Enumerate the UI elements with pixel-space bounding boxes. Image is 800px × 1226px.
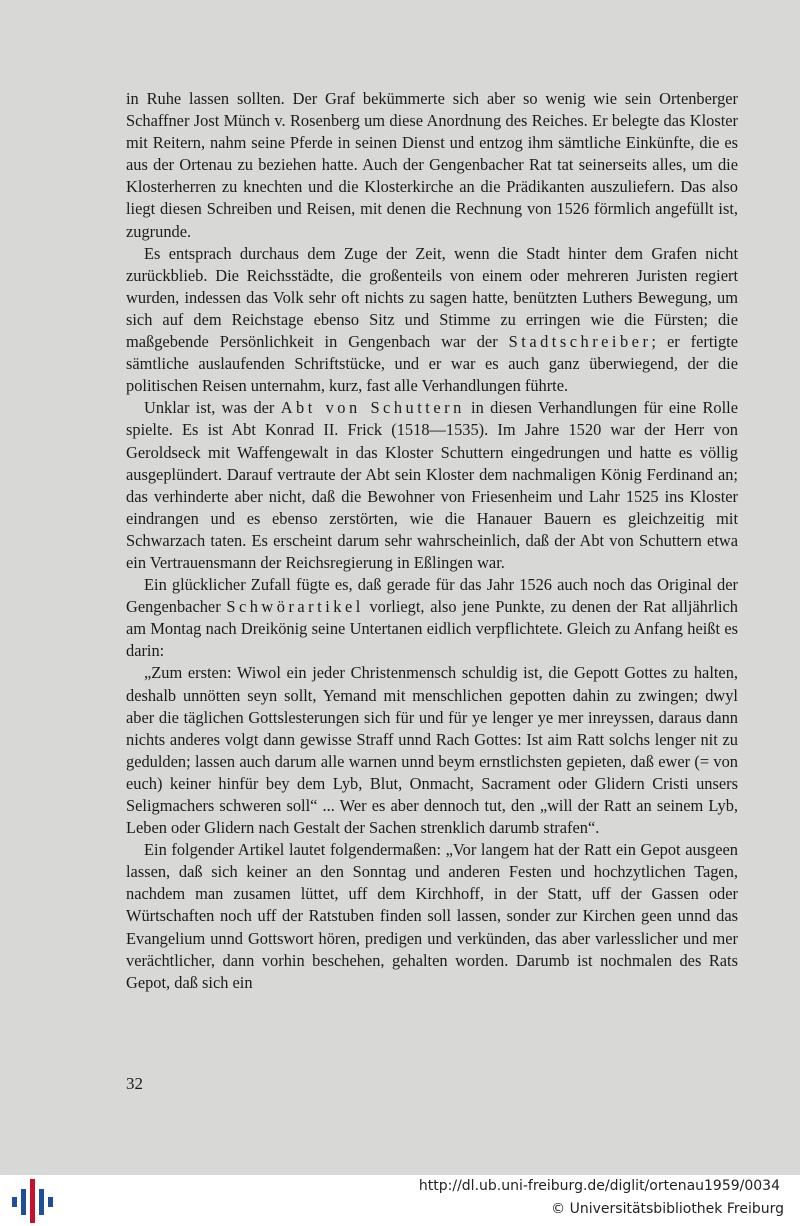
p3-text-b: in diesen Verhandlungen für eine Rolle spielte. Es ist Abt Konrad II. Frick (1518—1535). Im Jahre 1520 war der Herr von Geroldseck mit Waffengewalt in das Kloster Schuttern eingedrungen und hatte es völlig ausgeplündert. Darauf vertraute der Abt sein Kloster dem nachmaligen König Ferdinand an; das verhinderte aber nicht, daß die Bewohner von Friesenheim und Lahr 1525 ins Kloster eindrangen und es ebenso zerstörten, wie die Hanauer Bauern es gleichzeitig mit Schwarzach taten. Es erscheint darum sehr wahrscheinlich, daß der Abt von Schuttern etwa ein Vertrauensmann der Reichsregierung in Eßlingen war. [126, 398, 738, 572]
body-text [126, 88, 738, 994]
p4-emphasis: Schwörartikel [226, 597, 364, 617]
copyright-text: © Universitätsbibliothek Freiburg [551, 1201, 784, 1217]
footer-bar [0, 1175, 800, 1226]
logo-bar-3 [30, 1179, 35, 1223]
logo-bar-1 [12, 1197, 17, 1207]
logo-bar-2 [21, 1189, 26, 1215]
paragraph-intro: in Ruhe lassen sollten. Der Graf bekümmerte sich aber so wenig wie sein Ortenberger Schaffner Jost Münch v. Rosenberg um diese Anordnung des Reiches. Er belegte das Kloster mit Reitern, nahm seine Pferde in seinen Dienst und entzog ihm sämtliche Einkünfte, die es aus der Ortenau zu beziehen hatte. Auch der Gengenbacher Rat tat seinerseits alles, um die Klosterherren zu knechten und die Klosterkirche an die Prädikanten auszuliefern. Das also liegt diesen Schreiben und Reisen, mit denen die Rechnung von 1526 förmlich angefüllt ist, zugrunde. [126, 89, 738, 241]
paragraph-2 [126, 243, 738, 398]
p2-text-a: Es entsprach durchaus dem Zuge der Zeit, wenn die Stadt hinter dem Grafen nicht zurückblieb. Die Reichsstädte, die großenteils von einem oder mehreren Juristen regiert wurden, indessen das Volk sehr oft nichts zu sagen hatte, benützten Luthers Bewegung, um sich auf dem Reichstage ebenso Sitz und Stimme zu erringen wie die Fürsten; die maßgebende Persönlichkeit in Gengenbach war der [126, 243, 738, 352]
logo-bar-4 [39, 1189, 44, 1215]
p3-text-a: Unklar ist, was der [144, 398, 281, 418]
paragraph-5-quote: „Zum ersten: Wiwol ein jeder Christenmensch schuldig ist, die Gepott Gottes zu halten, deshalb unnötten seyn sollt, Yemand mit menschlichen gepotten dahin zu zwingen; dwyl aber die täglichen Gottslesterungen sich für und für ye lenger ye mer inreyssen, daraus dann nichts anderes volgt dann gewisse Straff unnd Rach Gottes: Ist aim Ratt solchs lenger nit zu gedulden; lassen auch darum alle warnen unnd beym ernstlichsten gepieten, daß ewer (= von euch) keiner hinfür bey dem Lyb, Blut, Onmacht, Sacrament oder Glidern Cristi unsers Seligmachers schweren soll“ ... Wer es aber dennoch tut, den „will der Ratt an seinem Lyb, Leben oder Glidern nach Gestalt der Sachen strenklich darumb strafen“. [126, 663, 738, 838]
source-url-link[interactable]: http://dl.ub.uni-freiburg.de/diglit/ortenau1959/0034 [418, 1178, 780, 1194]
p4-text-a: Ein glücklicher Zufall fügte es, daß gerade für das Jahr 1526 auch noch das Original der Gengenbacher [126, 575, 738, 617]
paragraph-3 [126, 397, 738, 574]
logo-bar-5 [48, 1197, 53, 1207]
p2-emphasis: Stadtschreiber [508, 332, 652, 352]
p3-emphasis: Abt von Schuttern [280, 398, 465, 418]
library-logo-icon[interactable] [12, 1179, 52, 1223]
page-number: 32 [126, 1074, 143, 1093]
paragraph-6: Ein folgender Artikel lautet folgendermaßen: „Vor langem hat der Ratt ein Gepot ausgeen lassen, daß sich keiner an den Sonntag und anderen Festen und hochzytlichen Tagen, nachdem man zusamen lüttet, uff dem Kirchhoff, in der Statt, uff der Gassen oder Würtschaften noch uff der Ratstuben finden soll lassen, sonder zur Kirchen geen unnd das Evangelium unnd Gottswort hören, predigen und verkünden, das aber varlesslicher und mer verächtlicher, dann vorhin beschehen, gehalten worden. Darumb ist nochmalen des Rats Gepot, daß sich ein [126, 840, 738, 992]
p2-text-b: ; er fertigte sämtliche auslaufenden Schriftstücke, und er war es auch ganz überwiegend, der die politischen Reisen unternahm, kurz, fast alle Verhandlungen führte. [126, 332, 738, 396]
p4-text-b: vorliegt, also jene Punkte, zu denen der Rat alljährlich am Montag nach Dreikönig seine Untertanen eidlich verpflichtete. Gleich zu Anfang heißt es darin: [126, 597, 738, 661]
paragraph-4 [126, 574, 738, 662]
